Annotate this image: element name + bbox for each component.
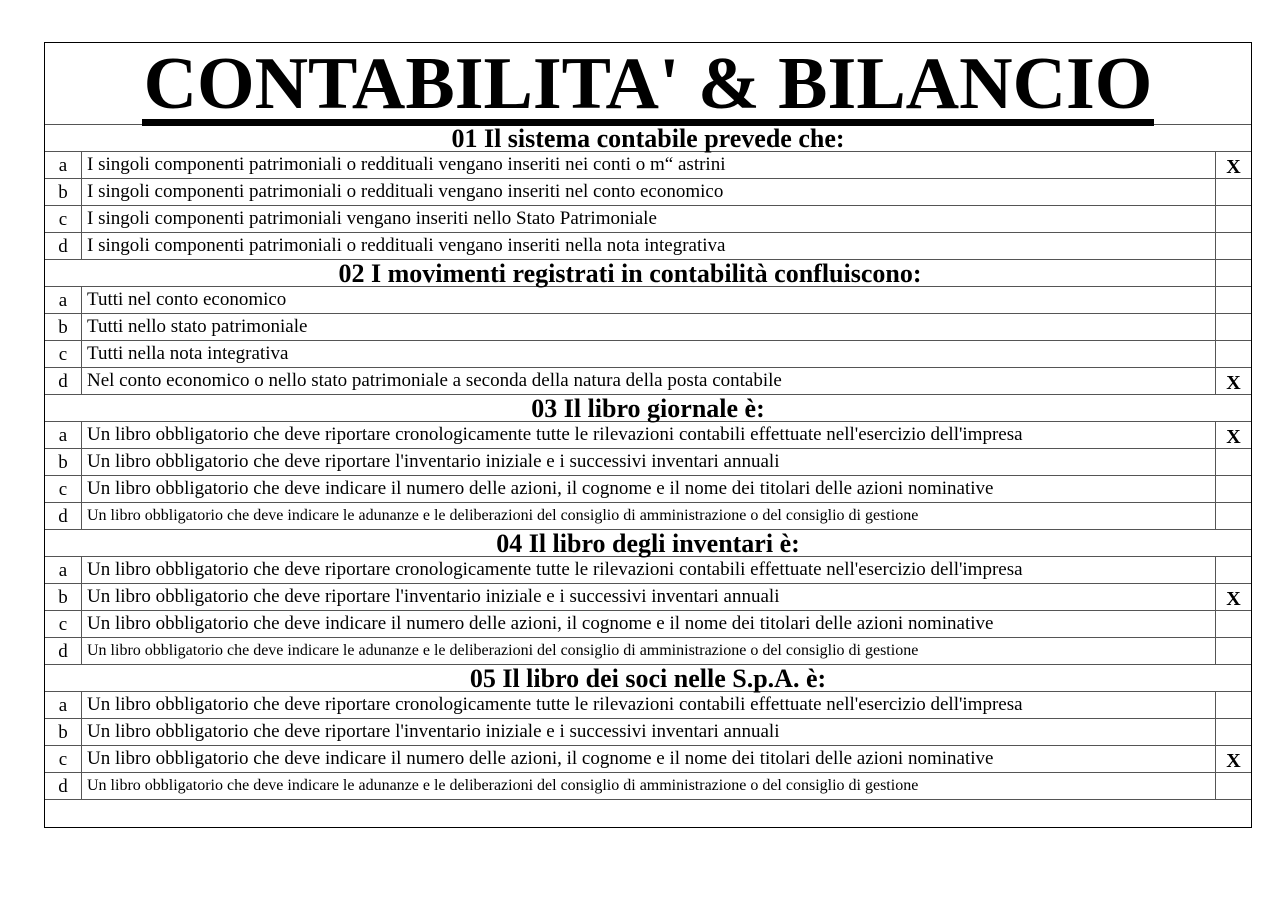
- answer-row: [45, 773, 1251, 800]
- answer-letter: a: [45, 692, 82, 718]
- answer-row: [45, 341, 1251, 368]
- answer-mark[interactable]: [1216, 638, 1251, 664]
- answer-row: [45, 422, 1251, 449]
- answer-row: [45, 179, 1251, 206]
- question-heading: 03 Il libro giornale è:: [531, 394, 765, 423]
- answer-mark[interactable]: X: [1226, 156, 1241, 178]
- answer-row: [45, 746, 1251, 773]
- question-heading: 05 Il libro dei soci nelle S.p.A. è:: [469, 664, 827, 693]
- answer-letter: d: [45, 368, 82, 394]
- answer-letter: c: [45, 476, 82, 502]
- answer-text: Un libro obbligatorio che deve riportare cronologicamente tutte le rilevazioni contabili effettuate nell'esercizio dell'impresa: [82, 692, 1216, 718]
- answer-text: I singoli componenti patrimoniali o reddituali vengano inseriti nei conti o m“ astrini: [82, 152, 1216, 178]
- answer-letter: b: [45, 584, 82, 610]
- answer-letter: a: [45, 152, 82, 178]
- answer-text: Un libro obbligatorio che deve riportare l'inventario iniziale e i successivi inventari annuali: [82, 719, 1216, 745]
- answer-letter: c: [45, 206, 82, 232]
- answer-letter: c: [45, 341, 82, 367]
- answer-row: [45, 233, 1251, 260]
- answer-row: [45, 692, 1251, 719]
- question-heading: 02 I movimenti registrati in contabilità confluiscono:: [45, 260, 1216, 286]
- answer-text: Un libro obbligatorio che deve indicare il numero delle azioni, il cognome e il nome dei titolari delle azioni nominative: [82, 746, 1216, 772]
- empty-row: [45, 800, 1251, 827]
- answer-text: Tutti nella nota integrativa: [82, 341, 1216, 367]
- answer-mark[interactable]: [1216, 611, 1251, 637]
- question-header-row: [45, 260, 1251, 287]
- answer-text: Un libro obbligatorio che deve indicare le adunanze e le deliberazioni del consiglio di amministrazione o del consiglio di gestione: [82, 638, 1216, 664]
- answer-row: [45, 584, 1251, 611]
- quiz-sheet: [44, 42, 1252, 828]
- question-header-row: [45, 665, 1251, 692]
- answer-row: [45, 476, 1251, 503]
- answer-mark[interactable]: [1216, 692, 1251, 718]
- answer-mark[interactable]: [1216, 719, 1251, 745]
- answer-letter: b: [45, 179, 82, 205]
- answer-row: [45, 368, 1251, 395]
- answer-text: I singoli componenti patrimoniali o reddituali vengano inseriti nel conto economico: [82, 179, 1216, 205]
- question-header-row: [45, 125, 1251, 152]
- answer-mark[interactable]: [1216, 557, 1251, 583]
- answer-mark[interactable]: [1216, 449, 1251, 475]
- answer-mark[interactable]: X: [1226, 588, 1241, 610]
- answer-text: Un libro obbligatorio che deve riportare l'inventario iniziale e i successivi inventari annuali: [82, 449, 1216, 475]
- answer-row: [45, 314, 1251, 341]
- question-heading: 01 Il sistema contabile prevede che:: [451, 124, 845, 153]
- answer-text: I singoli componenti patrimoniali o reddituali vengano inseriti nella nota integrativa: [82, 233, 1216, 259]
- answer-letter: d: [45, 503, 82, 529]
- answer-mark[interactable]: [1216, 206, 1251, 232]
- answer-text: Un libro obbligatorio che deve indicare il numero delle azioni, il cognome e il nome dei titolari delle azioni nominative: [82, 611, 1216, 637]
- answer-letter: c: [45, 746, 82, 772]
- answer-mark[interactable]: [1216, 503, 1251, 529]
- answer-mark[interactable]: [1216, 773, 1251, 799]
- answer-text: Tutti nel conto economico: [82, 287, 1216, 313]
- answer-letter: a: [45, 557, 82, 583]
- answer-row: [45, 611, 1251, 638]
- answer-letter: b: [45, 314, 82, 340]
- question-header-row: [45, 395, 1251, 422]
- answer-mark[interactable]: [1216, 287, 1251, 313]
- answer-text: Un libro obbligatorio che deve riportare cronologicamente tutte le rilevazioni contabili effettuate nell'esercizio dell'impresa: [82, 422, 1216, 448]
- question-list: [45, 125, 1251, 800]
- answer-text: I singoli componenti patrimoniali vengano inseriti nello Stato Patrimoniale: [82, 206, 1216, 232]
- answer-row: [45, 287, 1251, 314]
- answer-letter: d: [45, 233, 82, 259]
- answer-mark[interactable]: [1216, 179, 1251, 205]
- answer-row: [45, 557, 1251, 584]
- answer-text: Nel conto economico o nello stato patrimoniale a seconda della natura della posta contabile: [82, 368, 1216, 394]
- answer-mark[interactable]: X: [1226, 372, 1241, 394]
- answer-text: Un libro obbligatorio che deve riportare l'inventario iniziale e i successivi inventari annuali: [82, 584, 1216, 610]
- answer-row: [45, 719, 1251, 746]
- answer-mark[interactable]: [1216, 341, 1251, 367]
- answer-mark[interactable]: [1216, 233, 1251, 259]
- answer-letter: d: [45, 638, 82, 664]
- question-header-row: [45, 530, 1251, 557]
- answer-letter: b: [45, 449, 82, 475]
- answer-letter: a: [45, 287, 82, 313]
- answer-mark-cell: [1216, 260, 1251, 286]
- answer-letter: c: [45, 611, 82, 637]
- answer-text: Un libro obbligatorio che deve indicare le adunanze e le deliberazioni del consiglio di amministrazione o del consiglio di gestione: [82, 503, 1216, 529]
- page-title: CONTABILITA' & BILANCIO: [143, 43, 1153, 125]
- answer-mark[interactable]: [1216, 476, 1251, 502]
- answer-row: [45, 638, 1251, 665]
- answer-letter: a: [45, 422, 82, 448]
- answer-mark[interactable]: X: [1226, 750, 1241, 772]
- answer-text: Tutti nello stato patrimoniale: [82, 314, 1216, 340]
- answer-letter: d: [45, 773, 82, 799]
- answer-text: Un libro obbligatorio che deve indicare il numero delle azioni, il cognome e il nome dei titolari delle azioni nominative: [82, 476, 1216, 502]
- answer-letter: b: [45, 719, 82, 745]
- answer-row: [45, 503, 1251, 530]
- answer-text: Un libro obbligatorio che deve riportare cronologicamente tutte le rilevazioni contabili effettuate nell'esercizio dell'impresa: [82, 557, 1216, 583]
- answer-row: [45, 449, 1251, 476]
- answer-mark[interactable]: X: [1226, 426, 1241, 448]
- title-row: [45, 43, 1251, 125]
- answer-text: Un libro obbligatorio che deve indicare le adunanze e le deliberazioni del consiglio di amministrazione o del consiglio di gestione: [82, 773, 1216, 799]
- answer-row: [45, 206, 1251, 233]
- answer-row: [45, 152, 1251, 179]
- question-heading: 04 Il libro degli inventari è:: [496, 529, 800, 558]
- answer-mark[interactable]: [1216, 314, 1251, 340]
